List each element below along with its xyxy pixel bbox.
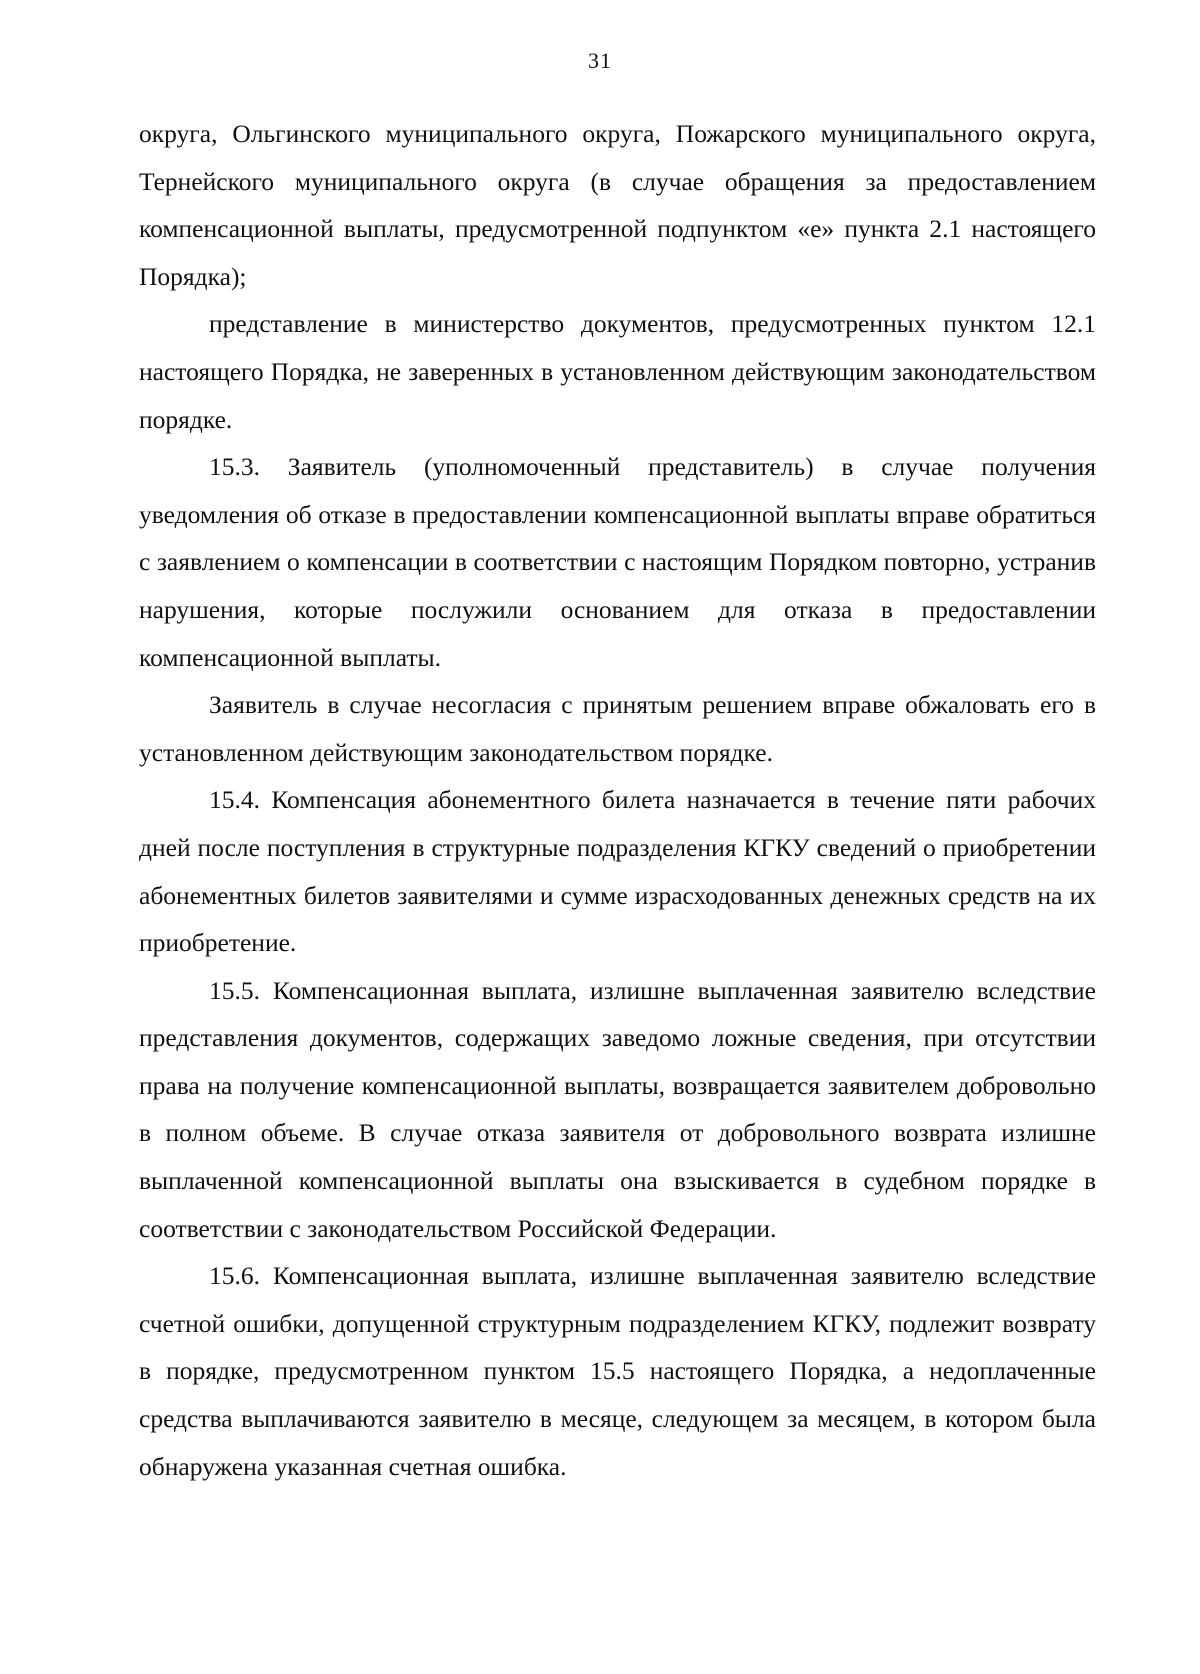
paragraph-15-3: 15.3. Заявитель (уполномоченный представитель) в случае получения уведомления об отказе в предоставлении компенсационной выплаты вправе обратиться с заявлением о компенсации в соответствии с настоящим Порядком повторно, устранив нарушения, которые послужили основанием для отказа в предоставлении компенсационной выплаты. [139, 452, 1096, 672]
paragraph-documents-submission: представление в министерство документов, предусмотренных пунктом 12.1 настоящего Порядка, не заверенных в установленном действующим законодательством порядке. [139, 309, 1096, 434]
document-body [139, 110, 1096, 1490]
page-number: 31 [588, 48, 612, 73]
paragraph-continuation: округа, Ольгинского муниципального округа, Пожарского муниципального округа, Тернейского муниципального округа (в случае обращения за предоставлением компенсационной выплаты, предусмотренной подпунктом «е» пункта 2.1 настоящего Порядка); [139, 119, 1096, 291]
paragraph-appeal: Заявитель в случае несогласия с принятым решением вправе обжаловать его в установленном действующим законодательством порядке. [139, 690, 1096, 767]
paragraph-15-5: 15.5. Компенсационная выплата, излишне выплаченная заявителю вследствие представления документов, содержащих заведомо ложные сведения, при отсутствии права на получение компенсационной выплаты, возвращается заявителем добровольно в полном объеме. В случае отказа заявителя от добровольного возврата излишне выплаченной компенсационной выплаты она взыскивается в судебном порядке в соответствии с законодательством Российской Федерации. [139, 975, 1096, 1243]
paragraph-15-6: 15.6. Компенсационная выплата, излишне выплаченная заявителю вследствие счетной ошибки, допущенной структурным подразделением КГКУ, подлежит возврату в порядке, предусмотренном пунктом 15.5 настоящего Порядка, а недоплаченные средства выплачиваются заявителю в месяце, следующем за месяцем, в котором была обнаружена указанная счетная ошибка. [139, 1261, 1096, 1481]
paragraph-15-4: 15.4. Компенсация абонементного билета назначается в течение пяти рабочих дней после поступления в структурные подразделения КГКУ сведений о приобретении абонементных билетов заявителями и сумме израсходованных денежных средств на их приобретение. [139, 785, 1096, 958]
